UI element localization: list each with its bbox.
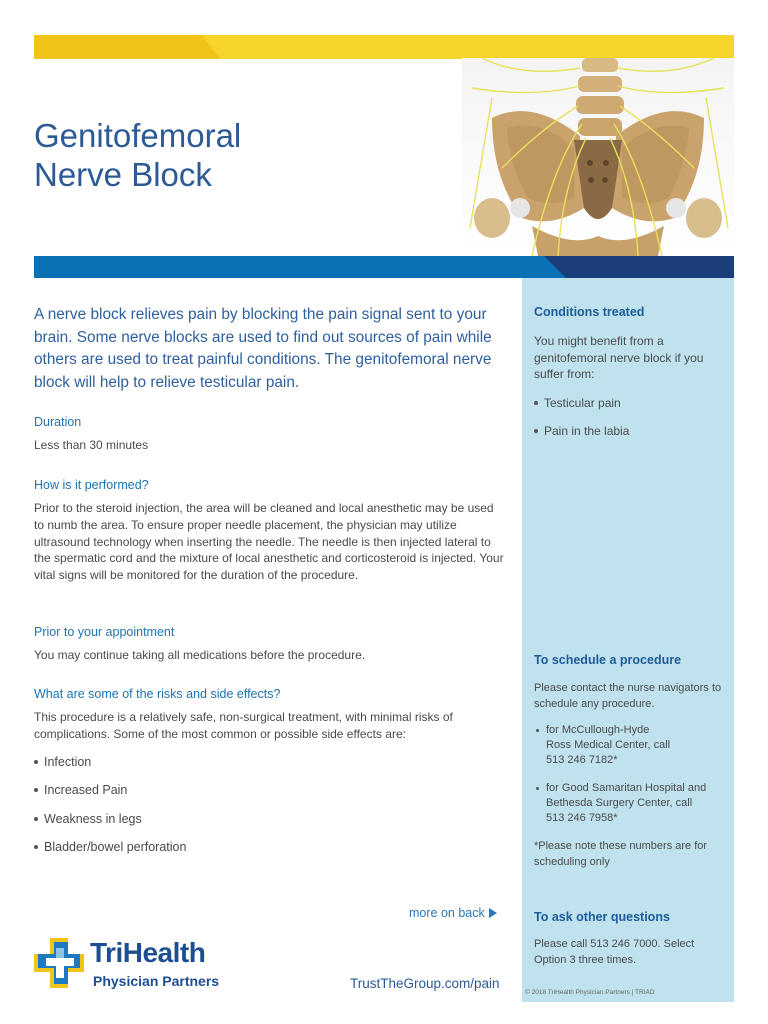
pelvis-illustration bbox=[462, 58, 734, 256]
blue-band-accent bbox=[544, 256, 734, 278]
bullet-icon bbox=[534, 401, 538, 405]
prior-text: You may continue taking all medications before the procedure. bbox=[34, 648, 366, 662]
trihealth-logo bbox=[34, 937, 234, 991]
schedule-item-good-samaritan: for Good Samaritan Hospital and Bethesda Surgery Center, call 513 246 7958* bbox=[546, 781, 706, 826]
bullet-icon bbox=[536, 729, 539, 732]
list-item: Infection bbox=[34, 755, 91, 769]
website-link[interactable]: TrustTheGroup.com/pain bbox=[350, 976, 500, 991]
duration-heading: Duration bbox=[34, 415, 82, 429]
sidebar-panel bbox=[522, 278, 734, 1002]
title-line-1: Genitofemoral bbox=[34, 117, 242, 154]
phone-number[interactable]: 513 246 7958* bbox=[546, 812, 618, 824]
performed-text: Prior to the steroid injection, the area will be cleaned and local anesthetic may be used to numb the area. To ensure proper needle placement, the physician may utilize ultrasound technology when inserting the needle. The needle is then injected lateral to the spermatic cord and the mixture of local anesthetic and corticosteroid is injected. Your vital signs will be monitored for the duration of the procedure. bbox=[34, 501, 504, 583]
list-item: Weakness in legs bbox=[34, 812, 142, 826]
copyright-text: © 2018 TriHealth Physician Partners | TRIAD bbox=[525, 989, 655, 996]
bullet-icon bbox=[536, 787, 539, 790]
top-yellow-band bbox=[34, 35, 734, 59]
bullet-icon bbox=[34, 788, 38, 792]
phone-number[interactable]: 513 246 7182* bbox=[546, 754, 618, 766]
list-item: Increased Pain bbox=[34, 783, 127, 797]
schedule-text: Please contact the nurse navigators to schedule any procedure. bbox=[534, 682, 722, 710]
title-line-2: Nerve Block bbox=[34, 156, 212, 193]
questions-heading: To ask other questions bbox=[534, 910, 670, 924]
risks-heading: What are some of the risks and side effects? bbox=[34, 687, 281, 701]
bullet-icon bbox=[34, 760, 38, 764]
more-on-back-link[interactable]: more on back bbox=[409, 906, 497, 920]
schedule-heading: To schedule a procedure bbox=[534, 653, 682, 667]
cross-logo-icon bbox=[34, 938, 84, 988]
risks-text: This procedure is a relatively safe, non-surgical treatment, with minimal risks of complications. Some of the most common or possible side effects are: bbox=[34, 710, 453, 741]
list-item: Bladder/bowel perforation bbox=[34, 840, 186, 854]
top-band-accent bbox=[34, 35, 220, 59]
conditions-text: You might benefit from a genitofemoral nerve block if you suffer from: bbox=[534, 334, 704, 381]
triangle-right-icon bbox=[489, 908, 497, 918]
list-item: Testicular pain bbox=[534, 396, 621, 410]
performed-heading: How is it performed? bbox=[34, 478, 149, 492]
prior-heading: Prior to your appointment bbox=[34, 625, 175, 639]
questions-text: Please call 513 246 7000. Select Option 3 three times. bbox=[534, 938, 695, 966]
logo-subtitle: Physician Partners bbox=[93, 973, 220, 989]
schedule-note: *Please note these numbers are for scheduling only bbox=[534, 840, 708, 868]
duration-text: Less than 30 minutes bbox=[34, 438, 149, 452]
blue-divider-band bbox=[34, 256, 734, 278]
conditions-heading: Conditions treated bbox=[534, 305, 645, 319]
bullet-icon bbox=[34, 845, 38, 849]
schedule-item-mccullough: for McCullough-Hyde Ross Medical Center, call 513 246 7182* bbox=[546, 723, 670, 768]
bullet-icon bbox=[34, 817, 38, 821]
bullet-icon bbox=[534, 429, 538, 433]
list-item: Pain in the labia bbox=[534, 424, 629, 438]
intro-paragraph: A nerve block relieves pain by blocking the pain signal sent to your brain. Some nerve blocks are used to find out sources of pain while others are used to treat painful conditions. The genitofemoral nerve block will help to relieve testicular pain. bbox=[34, 306, 492, 391]
page-title bbox=[34, 116, 241, 194]
pelvis-icon bbox=[462, 58, 734, 256]
logo-name: TriHealth bbox=[90, 937, 206, 968]
